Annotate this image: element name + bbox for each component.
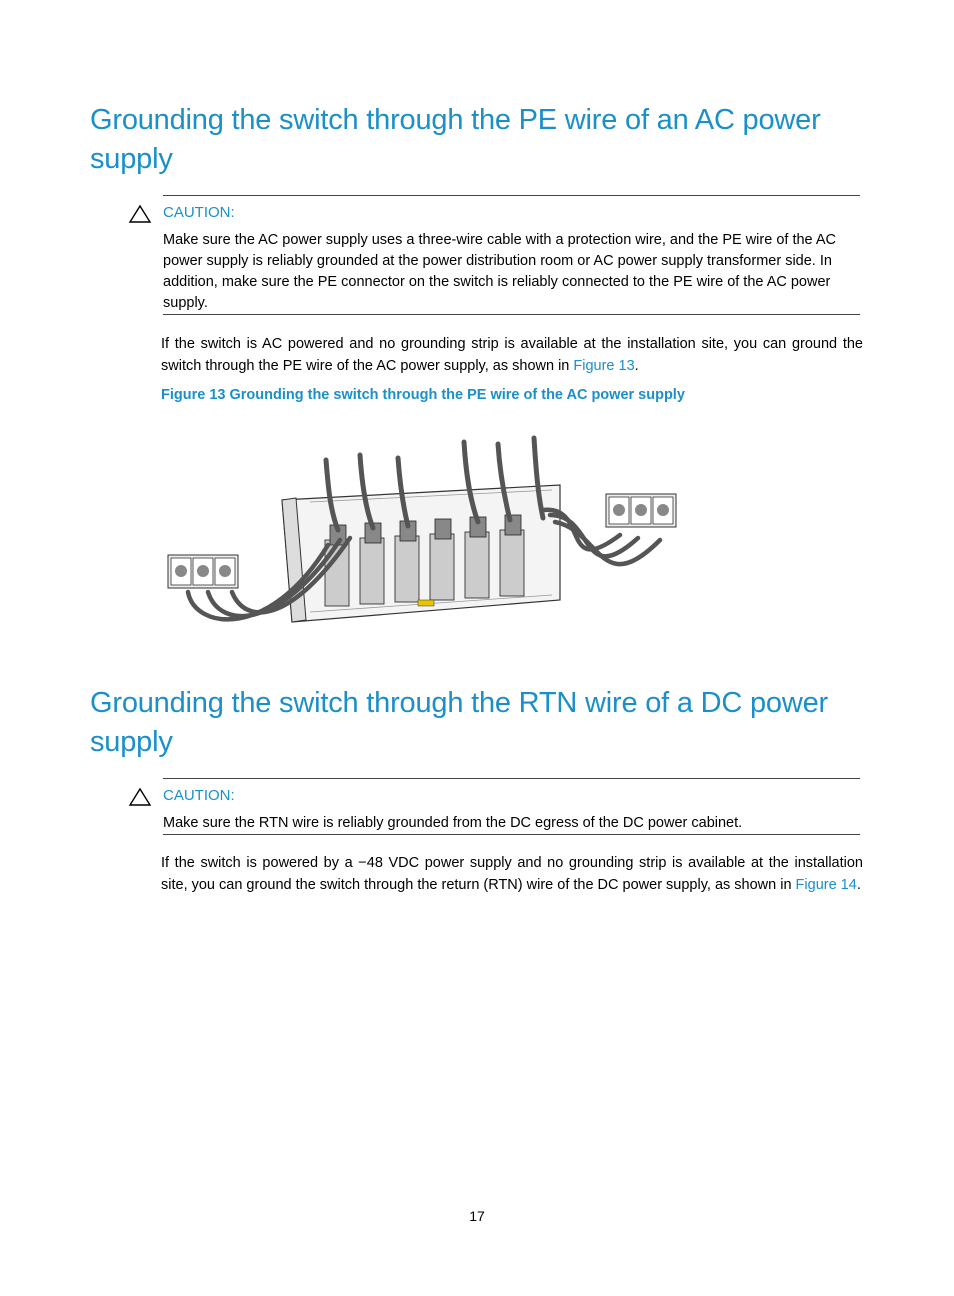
- paragraph-text: If the switch is powered by a −48 VDC power supply and no grounding strip is available at the installation site, you can ground the switch through the return (RTN) wire of the DC power supply, as shown in: [161, 855, 863, 893]
- paragraph-text: If the switch is AC powered and no grounding strip is available at the installation site, you can ground the switch through the PE wire of the AC power supply, as shown in: [161, 336, 863, 374]
- figure-13-link[interactable]: Figure 13: [573, 357, 635, 374]
- caution-triangle-icon: [128, 204, 152, 224]
- caution-rule-top: [163, 195, 860, 196]
- body-paragraph-ac: [161, 334, 863, 377]
- section-heading-rtn-wire: Grounding the switch through the RTN wire of a DC power supply: [90, 687, 828, 758]
- caution-box-dc: [128, 778, 860, 836]
- left-power-outlets: [168, 555, 238, 588]
- paragraph-text-end: .: [856, 876, 861, 893]
- caution-text: Make sure the RTN wire is reliably grounded from the DC egress of the DC power cabinet.: [163, 815, 743, 831]
- caution-label: CAUTION:: [163, 204, 235, 221]
- caution-label: CAUTION:: [163, 787, 235, 804]
- caution-triangle-icon: [128, 787, 152, 807]
- page-number: 17: [469, 1208, 485, 1224]
- section-heading-pe-wire: Grounding the switch through the PE wire of an AC power supply: [90, 104, 821, 175]
- figure-caption: Figure 13 Grounding the switch through the PE wire of the AC power supply: [161, 387, 685, 403]
- caution-box-ac: [128, 195, 860, 317]
- figure-14-link[interactable]: Figure 14: [795, 876, 857, 893]
- caution-rule-top: [163, 778, 860, 779]
- right-power-outlets: [606, 494, 676, 527]
- caution-rule-bottom: [163, 834, 860, 835]
- paragraph-text-end: .: [634, 357, 639, 374]
- figure-13-illustration: [160, 430, 690, 640]
- caution-rule-bottom: [163, 314, 860, 315]
- caution-text: Make sure the AC power supply uses a three-wire cable with a protection wire, and the PE wire of the AC power supply is reliably grounded at the power distribution room or AC power supply transformer side. In addition, make sure the PE connector on the switch is reliably connected to the PE wire of the AC power supply.: [163, 232, 836, 311]
- body-paragraph-dc: [161, 853, 863, 896]
